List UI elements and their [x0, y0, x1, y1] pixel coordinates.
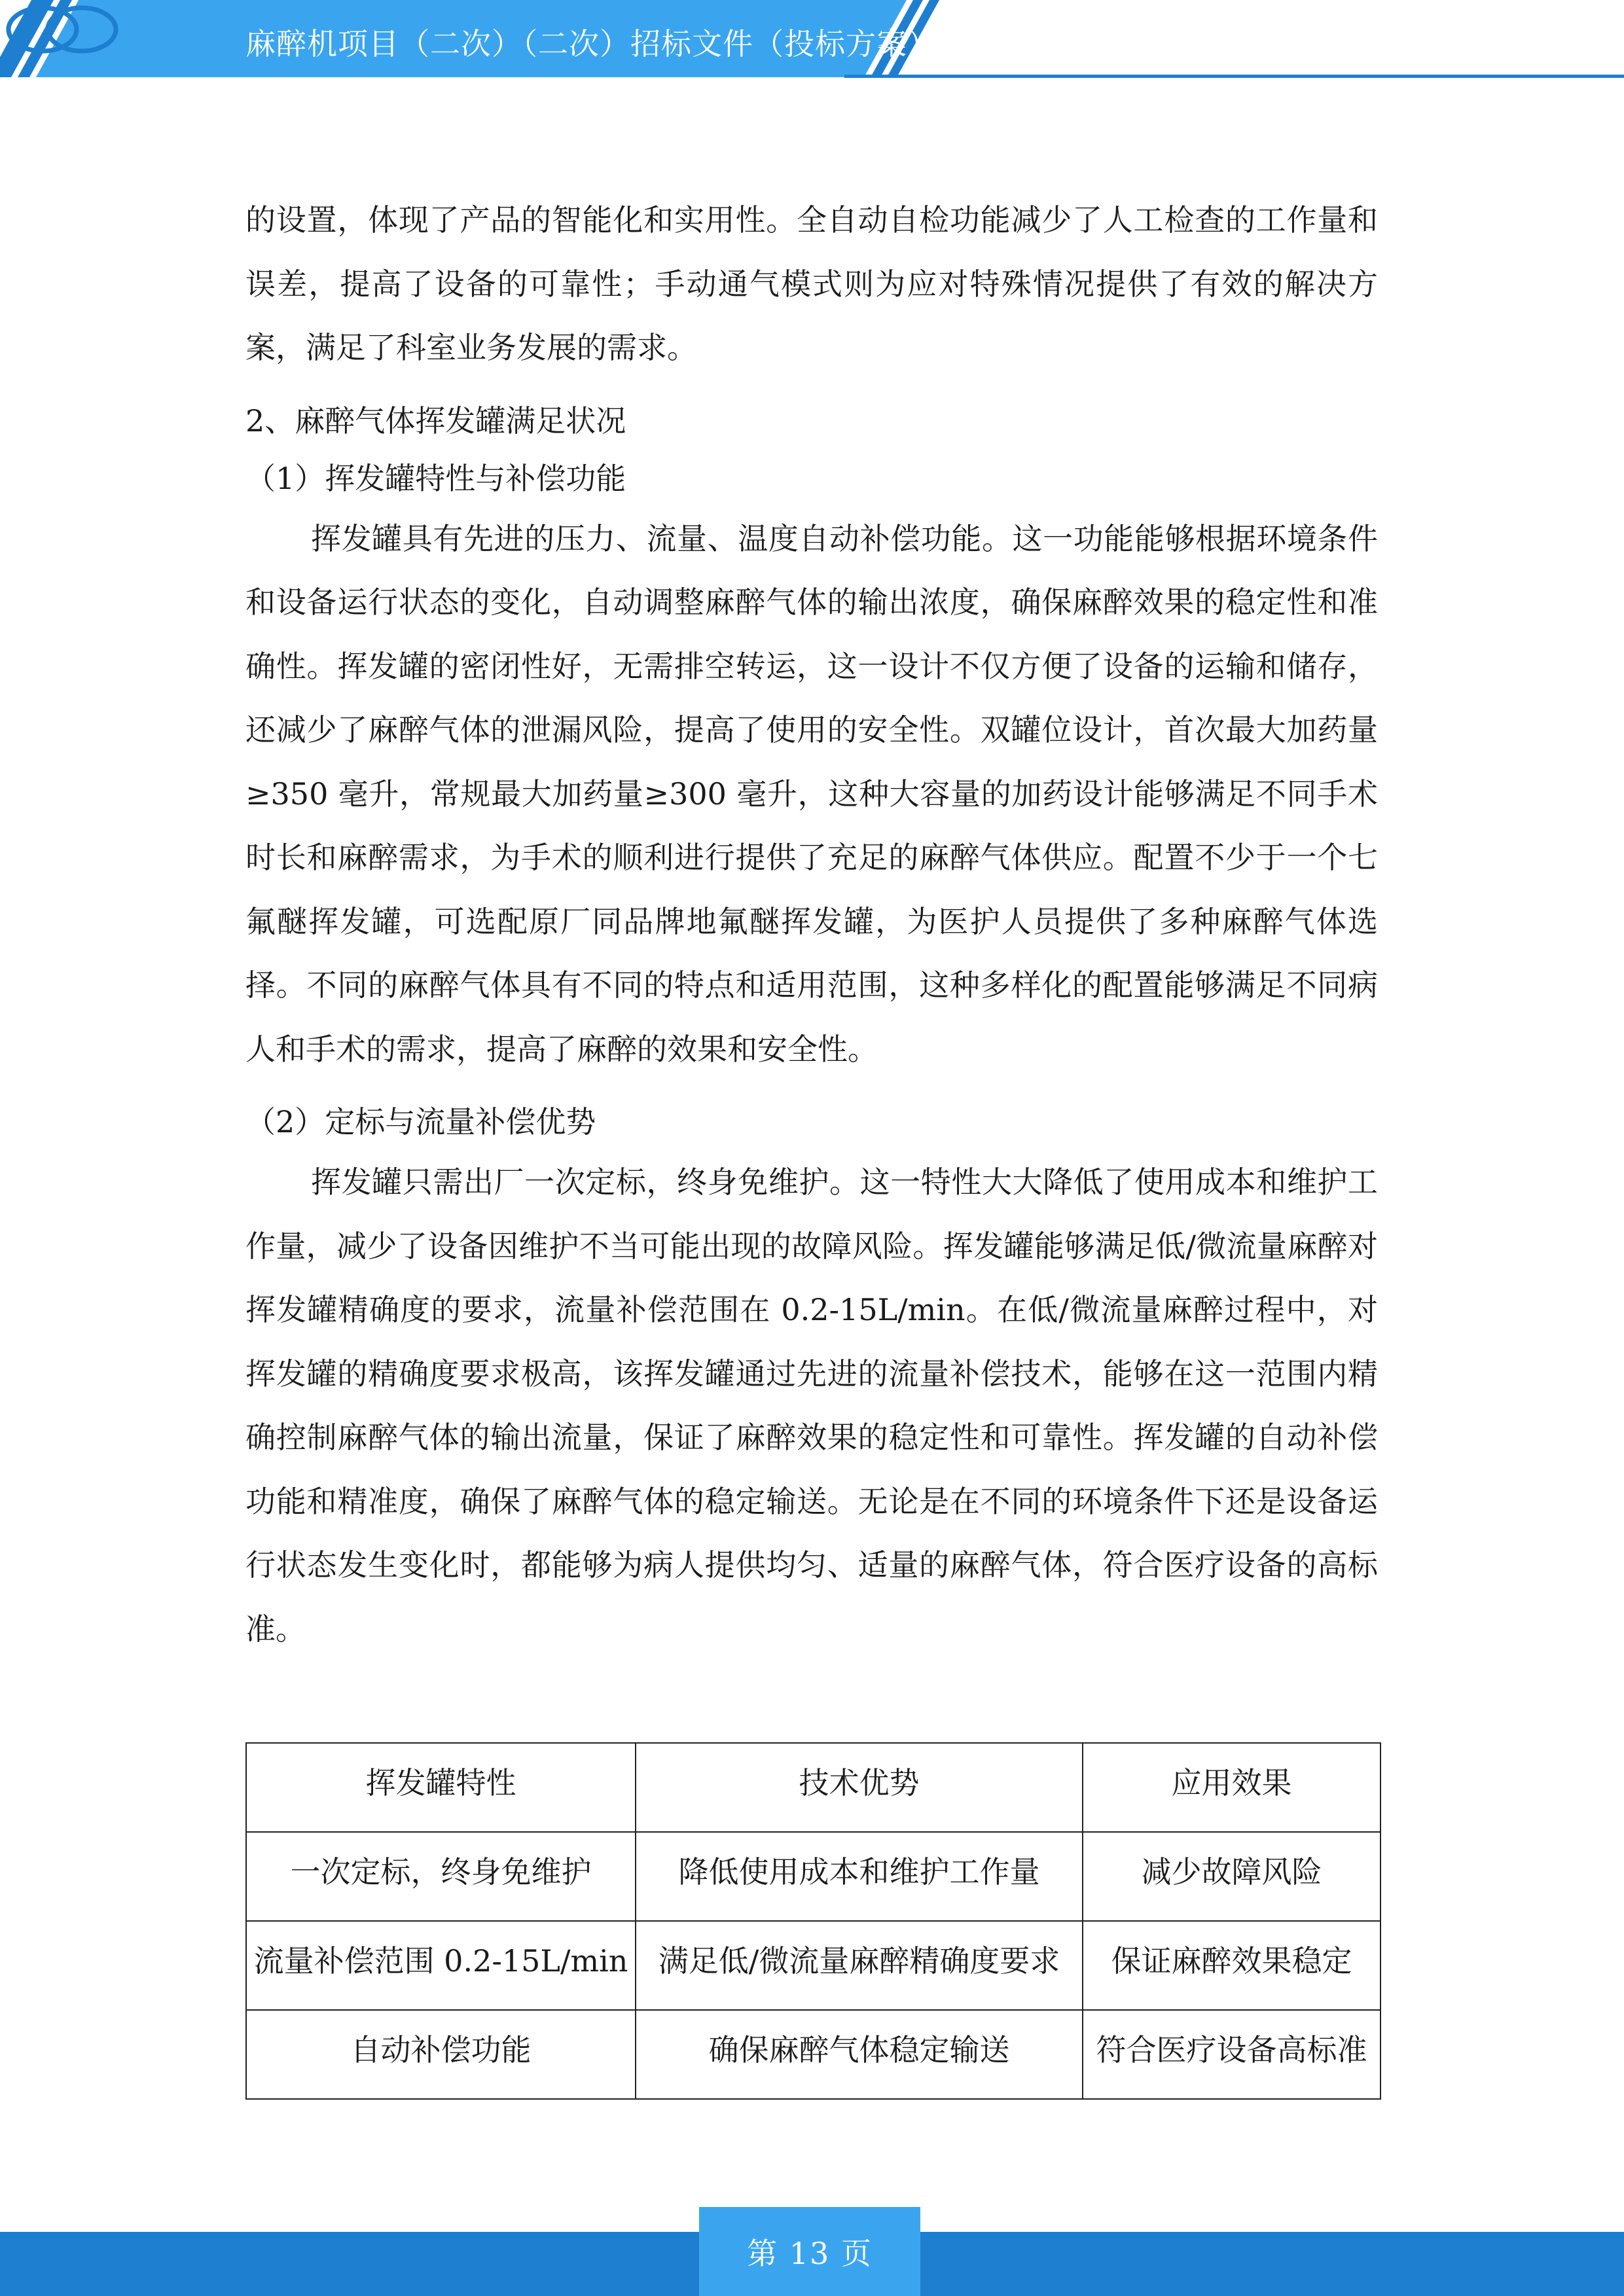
table-cell: 降低使用成本和维护工作量 [636, 1832, 1083, 1921]
page-content [245, 188, 1378, 1661]
table-header-cell: 应用效果 [1083, 1743, 1380, 1832]
table-cell: 确保麻醉气体稳定输送 [636, 2010, 1083, 2099]
table-cell: 一次定标，终身免维护 [246, 1832, 636, 1921]
header-rule [844, 75, 1624, 78]
table-header-cell: 挥发罐特性 [246, 1743, 636, 1832]
table-cell: 保证麻醉效果稳定 [1083, 1921, 1380, 2010]
table-cell: 满足低/微流量麻醉精确度要求 [636, 1921, 1083, 2010]
subsection-heading: （1）挥发罐特性与补偿功能 [245, 460, 626, 496]
table-row [246, 2010, 1380, 2099]
paragraph-intro: 的设置，体现了产品的智能化和实用性。全自动自检功能减少了人工检查的工作量和误差，提高了设备的可靠性；手动通气模式则为应对特殊情况提供了有效的解决方案，满足了科室业务发展的需求。 [245, 202, 1378, 365]
table-row [246, 1832, 1380, 1921]
page-number-box [699, 2207, 920, 2296]
paragraph-calibration: 挥发罐只需出厂一次定标，终身免维护。这一特性大大降低了使用成本和维护工作量，减少了设备因维护不当可能出现的故障风险。挥发罐能够满足低/微流量麻醉对挥发罐精确度的要求，流量补偿范围在 0.2-15L/min。在低/微流量麻醉过程中，对挥发罐的精确度要求极高，该挥发罐通过先进的流量补偿技术，能够在这一范围内精确控制麻醉气体的输出流量，保证了麻醉效果的稳定性和可靠性。挥发罐的自动补偿功能和精准度，确保了麻醉气体的稳定输送。无论是在不同的环境条件下还是设备运行状态发生变化时，都能够为病人提供均匀、适量的麻醉气体，符合医疗设备的高标准。 [245, 1164, 1378, 1647]
table-cell: 流量补偿范围 0.2-15L/min [246, 1921, 636, 2010]
subsection-heading: （2）定标与流量补偿优势 [245, 1104, 596, 1139]
table-cell: 自动补偿功能 [246, 2010, 636, 2099]
table-header-cell: 技术优势 [636, 1743, 1083, 1832]
page-header [0, 0, 1624, 85]
feature-table [245, 1742, 1381, 2100]
table-row [246, 1921, 1380, 2010]
table-cell: 减少故障风险 [1083, 1832, 1380, 1921]
paragraph-vaporizer-features: 挥发罐具有先进的压力、流量、温度自动补偿功能。这一功能能够根据环境条件和设备运行状态的变化，自动调整麻醉气体的输出浓度，确保麻醉效果的稳定性和准确性。挥发罐的密闭性好，无需排空转运，这一设计不仅方便了设备的运输和储存，还减少了麻醉气体的泄漏风险，提高了使用的安全性。双罐位设计，首次最大加药量≥350 毫升，常规最大加药量≥300 毫升，这种大容量的加药设计能够满足不同手术时长和麻醉需求，为手术的顺利进行提供了充足的麻醉气体供应。配置不少于一个七氟醚挥发罐，可选配原厂同品牌地氟醚挥发罐，为医护人员提供了多种麻醉气体选择。不同的麻醉气体具有不同的特点和适用范围，这种多样化的配置能够满足不同病人和手术的需求，提高了麻醉的效果和安全性。 [245, 520, 1378, 1067]
table-header-row [246, 1743, 1380, 1832]
document-title: 麻醉机项目（二次）（二次）招标文件（投标方案） [245, 26, 938, 62]
section-heading: 2、麻醉气体挥发罐满足状况 [245, 403, 626, 439]
page-number: 第 13 页 [747, 2236, 873, 2271]
rings-logo-icon [0, 0, 124, 59]
table-cell: 符合医疗设备高标准 [1083, 2010, 1380, 2099]
